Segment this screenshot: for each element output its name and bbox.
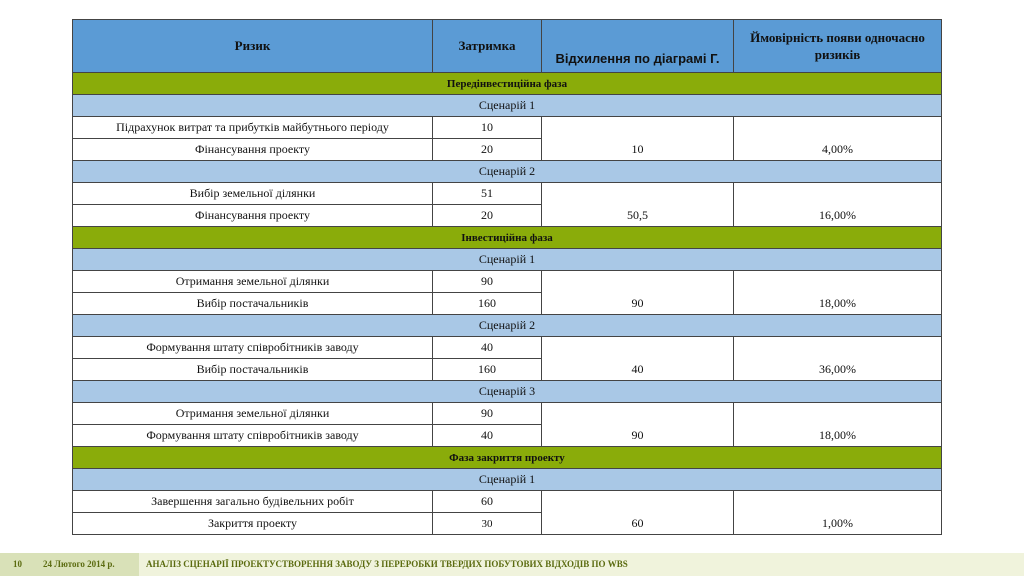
header-probability: Ймовірність появи одночасно ризиків	[734, 20, 942, 73]
delay-cell: 90	[433, 271, 542, 293]
deviation-cell: 50,5	[542, 183, 734, 227]
delay-cell: 90	[433, 403, 542, 425]
scenario-label: Сценарій 1	[73, 469, 942, 491]
risk-cell: Фінансування проекту	[73, 139, 433, 161]
phase-label: Фаза закриття проекту	[73, 447, 942, 469]
footer-left-panel	[0, 553, 139, 576]
page-number: 10	[13, 559, 22, 569]
probability-cell: 4,00%	[734, 117, 942, 161]
phase-row	[73, 227, 942, 249]
delay-cell: 40	[433, 425, 542, 447]
delay-cell: 40	[433, 337, 542, 359]
risk-cell: Завершення загально будівельних робіт	[73, 491, 433, 513]
probability-cell: 18,00%	[734, 403, 942, 447]
deviation-cell: 60	[542, 491, 734, 535]
risk-cell: Фінансування проекту	[73, 205, 433, 227]
deviation-cell: 40	[542, 337, 734, 381]
scenario-row	[73, 315, 942, 337]
delay-cell: 160	[433, 293, 542, 315]
risk-cell: Вибір постачальників	[73, 293, 433, 315]
risk-cell: Підрахунок витрат та прибутків майбутнього періоду	[73, 117, 433, 139]
header-risk: Ризик	[73, 20, 433, 73]
footer-title: АНАЛІЗ СЦЕНАРІЇ ПРОЕКТУСТВОРЕННЯ ЗАВОДУ З ПЕРЕРОБКИ ТВЕРДИХ ПОБУТОВИХ ВІДХОДІВ ПО WBS	[146, 559, 628, 569]
probability-cell: 1,00%	[734, 491, 942, 535]
scenario-row	[73, 161, 942, 183]
scenario-row	[73, 469, 942, 491]
phase-label: Передінвестиційна фаза	[73, 73, 942, 95]
probability-cell: 18,00%	[734, 271, 942, 315]
scenario-label: Сценарій 1	[73, 249, 942, 271]
scenario-label: Сценарій 2	[73, 161, 942, 183]
delay-cell: 51	[433, 183, 542, 205]
table-row	[73, 271, 942, 293]
delay-cell: 20	[433, 205, 542, 227]
delay-cell: 160	[433, 359, 542, 381]
header-deviation: Відхилення по діаграмі Г.	[542, 20, 734, 73]
footer-bar	[0, 553, 1024, 576]
scenario-label: Сценарій 1	[73, 95, 942, 117]
risk-cell: Вибір постачальників	[73, 359, 433, 381]
risk-cell: Отримання земельної ділянки	[73, 403, 433, 425]
table-row	[73, 117, 942, 139]
phase-row	[73, 73, 942, 95]
deviation-cell: 10	[542, 117, 734, 161]
scenario-label: Сценарій 3	[73, 381, 942, 403]
risk-cell: Отримання земельної ділянки	[73, 271, 433, 293]
table-row	[73, 337, 942, 359]
table-row	[73, 491, 942, 513]
risk-cell: Вибір земельної ділянки	[73, 183, 433, 205]
delay-cell: 60	[433, 491, 542, 513]
scenario-row	[73, 95, 942, 117]
probability-cell: 16,00%	[734, 183, 942, 227]
deviation-cell: 90	[542, 271, 734, 315]
header-delay: Затримка	[433, 20, 542, 73]
risk-cell: Закриття проекту	[73, 513, 433, 535]
probability-cell: 36,00%	[734, 337, 942, 381]
table-header-row	[73, 20, 942, 73]
phase-label: Інвестиційна фаза	[73, 227, 942, 249]
scenario-label: Сценарій 2	[73, 315, 942, 337]
deviation-cell: 90	[542, 403, 734, 447]
delay-cell: 10	[433, 117, 542, 139]
risk-cell: Формування штату співробітників заводу	[73, 337, 433, 359]
footer-date: 24 Лютого 2014 р.	[43, 559, 115, 569]
delay-cell: 20	[433, 139, 542, 161]
risk-cell: Формування штату співробітників заводу	[73, 425, 433, 447]
delay-cell: 30	[433, 513, 542, 535]
phase-row	[73, 447, 942, 469]
scenario-row	[73, 249, 942, 271]
table-row	[73, 403, 942, 425]
scenario-row	[73, 381, 942, 403]
risk-table	[72, 19, 942, 535]
table-row	[73, 183, 942, 205]
